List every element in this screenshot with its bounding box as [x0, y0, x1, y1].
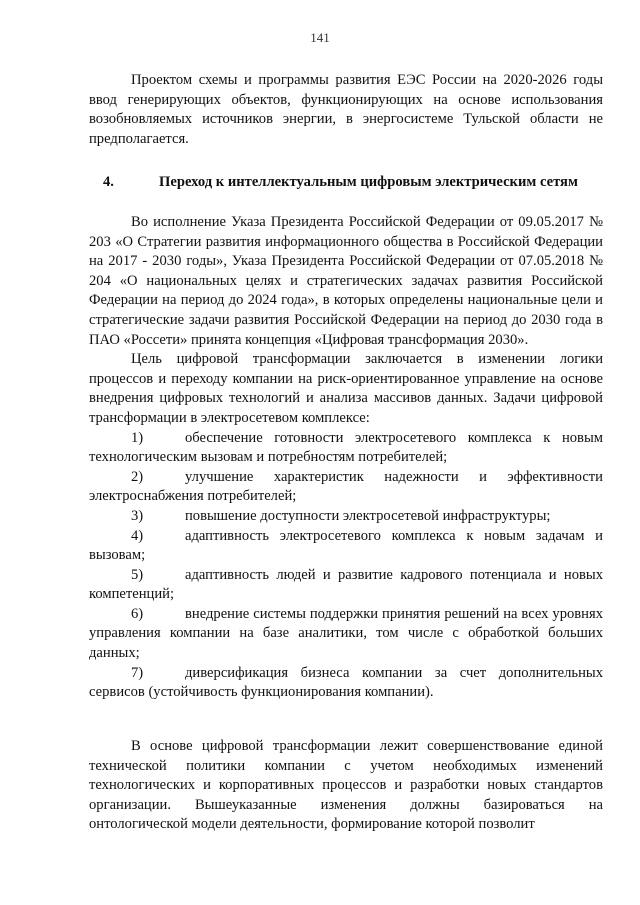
section-body: [89, 213, 603, 703]
task-text: адаптивность электросетевого комплекса к новым задачам и вызовам;: [89, 527, 603, 564]
task-text: обеспечение готовности электросетевого комплекса к новым технологическим вызовам и потребностям потребителей;: [89, 429, 603, 466]
task-item-2: [89, 468, 603, 507]
task-text: внедрение системы поддержки принятия решений на всех уровнях управления компании на базе аналитики, том числе с обработкой больших данных;: [89, 605, 603, 662]
task-item-5: [89, 566, 603, 605]
section-heading: [89, 173, 603, 193]
section-number: 4.: [103, 174, 114, 190]
task-item-4: [89, 527, 603, 566]
task-number: 7): [131, 664, 144, 681]
task-number: 6): [131, 605, 144, 622]
task-text: повышение доступности электросетевой инфраструктуры;: [185, 507, 551, 524]
paragraph-decree: Во исполнение Указа Президента Российской Федерации от 09.05.2017 № 203 «О Стратегии развития информационного общества в Российской Федерации на 2017 - 2030 годы», Указа Президента Российской Федерации от 07.05.2018 № 204 «О национальных целях и стратегических задачах развития Российской Федерации на период до 2024 года», в которых определены национальные цели и стратегические задачи развития Российской Федерации на период до 2030 года в ПАО «Россети» принята концепция «Цифровая трансформация 2030».: [89, 214, 603, 348]
task-number: 2): [131, 468, 144, 485]
task-text: улучшение характеристик надежности и эффективности электроснабжения потребителей;: [89, 468, 603, 505]
task-number: 3): [131, 507, 144, 524]
section-title: Переход к интеллектуальным цифровым электрическим сетям: [159, 174, 578, 190]
task-item-6: [89, 605, 603, 664]
closing-paragraph: В основе цифровой трансформации лежит совершенствование единой технической политики компании с учетом необходимых изменений технологических и корпоративных процессов и разработки новых стандартов организации. Вышеуказанные изменения должны базироваться на онтологической модели деятельности, формирование которой позволит: [89, 738, 603, 833]
task-number: 5): [131, 566, 144, 583]
task-number: 1): [131, 429, 144, 446]
task-number: 4): [131, 527, 144, 544]
task-text: диверсификация бизнеса компании за счет дополнительных сервисов (устойчивость функционирования компании).: [89, 664, 603, 701]
page-number: 141: [310, 30, 330, 45]
task-text: адаптивность людей и развитие кадрового потенциала и новых компетенций;: [89, 566, 603, 603]
task-item-1: [89, 429, 603, 468]
paragraph-goal: Цель цифровой трансформации заключается в изменении логики процессов и переходу компании на риск-ориентированное управление на основе внедрения цифровых технологий и анализа массивов данных. Задачи цифровой трансформации в электросетевом комплексе:: [89, 351, 603, 426]
task-item-3: [89, 507, 603, 527]
task-item-7: [89, 664, 603, 703]
intro-paragraph: Проектом схемы и программы развития ЕЭС России на 2020-2026 годы ввод генерирующих объектов, функционирующих на основе использования возобновляемых источников энергии, в энергосистеме Тульской области не предполагается.: [89, 72, 603, 147]
